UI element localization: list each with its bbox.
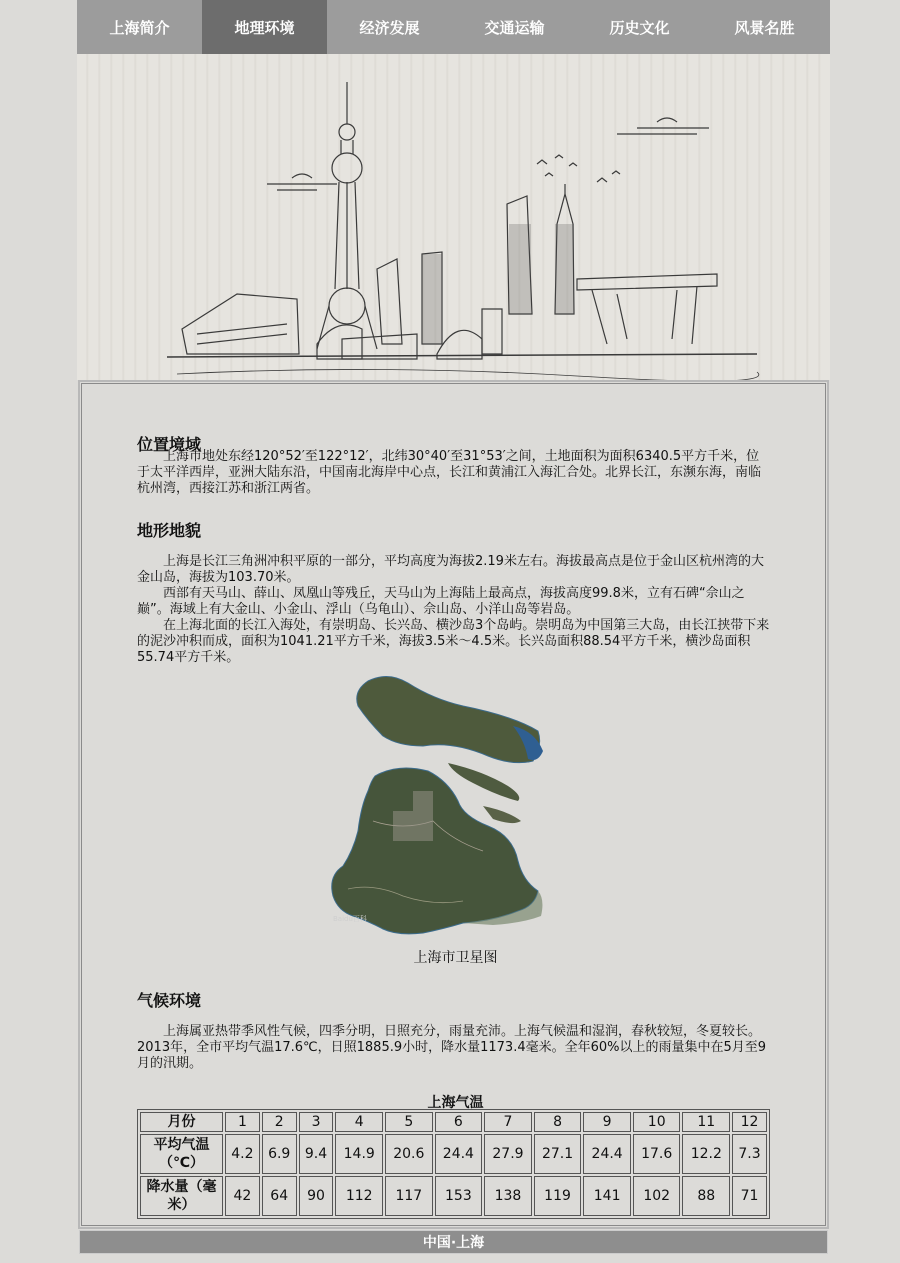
table-header-cell: 4: [335, 1112, 383, 1132]
table-cell: 138: [484, 1176, 532, 1216]
map-watermark: Baidu百科: [333, 915, 367, 923]
table-cell: 6.9: [262, 1134, 297, 1174]
table-cell: 64: [262, 1176, 297, 1216]
table-row-label: 降水量（毫米）: [140, 1176, 223, 1216]
table-header-cell: 7: [484, 1112, 532, 1132]
table-cell: 141: [583, 1176, 631, 1216]
changxing-island: [448, 763, 519, 801]
nav-item-1[interactable]: 上海简介: [109, 18, 170, 37]
table-cell: 42: [225, 1176, 260, 1216]
section-title-climate: 气候环境: [137, 991, 202, 1010]
table-cell: 14.9: [335, 1134, 383, 1174]
table-header-row: [140, 1112, 767, 1132]
table-cell: 17.6: [633, 1134, 681, 1174]
section-title-terrain: 地形地貌: [137, 521, 202, 540]
nav-item-5[interactable]: 历史文化: [609, 18, 670, 37]
table-row-label: 平均气温（℃）: [140, 1134, 223, 1174]
climate-table: [137, 1109, 770, 1219]
table-cell: 4.2: [225, 1134, 260, 1174]
table-cell: 24.4: [583, 1134, 631, 1174]
chongming-island: [357, 676, 540, 762]
main-content: [78, 380, 829, 1229]
table-header-cell: 9: [583, 1112, 631, 1132]
table-header-cell: 3: [299, 1112, 334, 1132]
table-header-cell: 12: [732, 1112, 767, 1132]
table-cell: 90: [299, 1176, 334, 1216]
table-cell: 20.6: [385, 1134, 433, 1174]
table-cell: 71: [732, 1176, 767, 1216]
page: [77, 0, 830, 1263]
table-row: [140, 1176, 767, 1216]
nav-item-2[interactable]: 地理环境: [202, 0, 327, 54]
section-title-location: 位置境域: [137, 435, 202, 454]
table-cell: 102: [633, 1176, 681, 1216]
table-cell: 119: [534, 1176, 582, 1216]
table-cell: 9.4: [299, 1134, 334, 1174]
table-cell: 27.9: [484, 1134, 532, 1174]
table-header-cell: 10: [633, 1112, 681, 1132]
nav-item-3[interactable]: 经济发展: [359, 18, 420, 37]
location-text: 上海市地处东经120°52′至122°12′，北纬30°40′至31°53′之间，土地面积为面积6340.5平方千米，位于太平洋西岸，亚洲大陆东沿，中国南北海岸中心点，长江和黄浦江入海汇合处。北界长江，东濒东海，南临杭州湾，西接江苏和浙江两省。: [137, 449, 762, 496]
nav-item-4[interactable]: 交通运输: [484, 18, 545, 37]
map-caption: 上海市卫星图: [413, 950, 498, 966]
table-header-cell: 6: [435, 1112, 483, 1132]
table-cell: 88: [682, 1176, 730, 1216]
table-header-cell: 2: [262, 1112, 297, 1132]
banner-skyline: [77, 54, 830, 380]
table-header-cell: 11: [682, 1112, 730, 1132]
footer: 中国·上海: [79, 1230, 828, 1254]
table-header-cell: 5: [385, 1112, 433, 1132]
table-cell: 153: [435, 1176, 483, 1216]
terrain-paragraph-2: 西部有天马山、薛山、凤凰山等残丘，天马山为上海陆上最高点，海拔高度99.8米，立有石碑“佘山之巅”。海域上有大金山、小金山、浮山（乌龟山）、佘山岛、小洋山岛等岩岛。: [137, 586, 745, 617]
table-cell: 112: [335, 1176, 383, 1216]
skyline-illustration: [77, 54, 830, 380]
nav-item-6[interactable]: 风景名胜: [734, 18, 795, 37]
table-title: 上海气温: [427, 1095, 484, 1111]
table-header-cell: 1: [225, 1112, 260, 1132]
top-nav: [77, 0, 830, 54]
table-header-label: 月份: [140, 1112, 223, 1132]
table-cell: 12.2: [682, 1134, 730, 1174]
table-row: [140, 1134, 767, 1174]
table-cell: 24.4: [435, 1134, 483, 1174]
hengsha-island: [483, 806, 521, 823]
table-header-cell: 8: [534, 1112, 582, 1132]
table-cell: 117: [385, 1176, 433, 1216]
table-cell: 7.3: [732, 1134, 767, 1174]
satellite-map-image: [313, 671, 550, 951]
table-cell: 27.1: [534, 1134, 582, 1174]
terrain-paragraph-3: 在上海北面的长江入海处，有崇明岛、长兴岛、横沙岛3个岛屿。崇明岛为中国第三大岛，由长江挟带下来的泥沙冲积而成，面积为1041.21平方千米，海拔3.5米～4.5米。长兴岛面积88.54平方千米，横沙岛面积55.74平方千米。: [137, 618, 770, 665]
climate-text: 上海属亚热带季风性气候，四季分明，日照充分，雨量充沛。上海气候温和湿润，春秋较短，冬夏较长。2013年，全市平均气温17.6℃，日照1885.9小时，降水量1173.4毫米。全年60%以上的雨量集中在5月至9月的汛期。: [137, 1024, 767, 1071]
terrain-paragraph-1: 上海是长江三角洲冲积平原的一部分，平均高度为海拔2.19米左右。海拔最高点是位于金山区杭州湾的大金山岛，海拔为103.70米。: [137, 554, 764, 585]
